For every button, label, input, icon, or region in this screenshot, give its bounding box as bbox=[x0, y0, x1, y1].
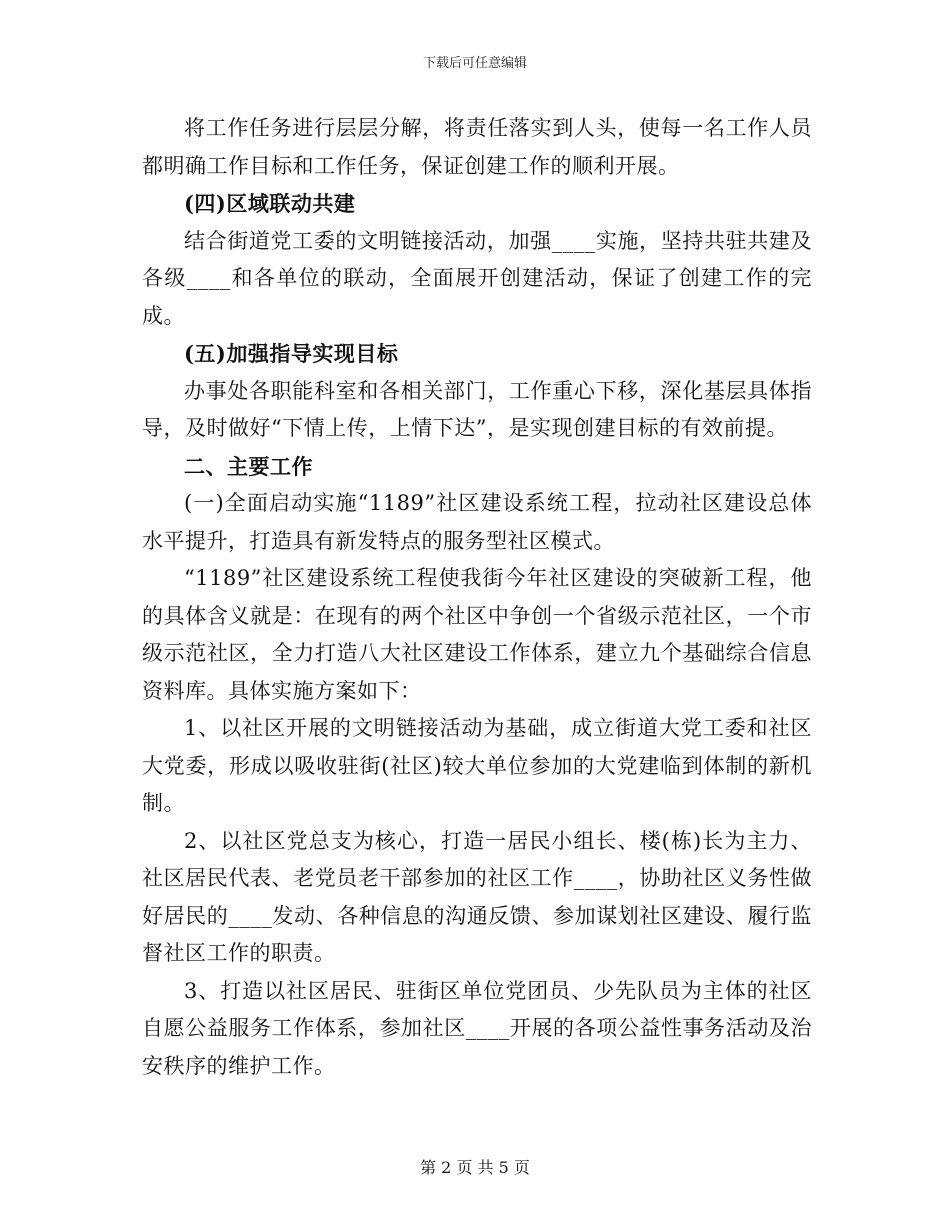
body-paragraph: “1189”社区建设系统工程使我街今年社区建设的突破新工程，他的具体含义就是：在现有的两个社区中争创一个省级示范社区，一个市级示范社区，全力打造八大社区建设工作体系，建立九个基础综合信息资料库。具体实施方案如下： bbox=[142, 566, 812, 703]
section-heading: 二、主要工作 bbox=[184, 453, 313, 479]
body-paragraph: 将工作任务进行层层分解，将责任落实到人头，使每一名工作人员都明确工作目标和工作任务，保证创建工作的顺利开展。 bbox=[142, 116, 812, 178]
document-body bbox=[142, 110, 812, 1085]
page-header: 下载后可任意编辑 bbox=[422, 56, 527, 71]
body-paragraph: 2、以社区党总支为核心，打造一居民小组长、楼(栋)长为主力、社区居民代表、老党员老干部参加的社区工作____，协助社区义务性做好居民的____发动、各种信息的沟通反馈、参加谋划社区建设、履行监督社区工作的职责。 bbox=[142, 828, 812, 965]
page-footer: 第 2 页 共 5 页 bbox=[420, 1158, 530, 1177]
section-heading: (五)加强指导实现目标 bbox=[184, 341, 399, 366]
body-paragraph: 1、以社区开展的文明链接活动为基础，成立街道大党工委和社区大党委，形成以吸收驻街(社区)较大单位参加的大党建临到体制的新机制。 bbox=[142, 716, 812, 815]
body-paragraph: (一)全面启动实施“1189”社区建设系统工程，拉动社区建设总体水平提升，打造具有新发特点的服务型社区模式。 bbox=[142, 491, 812, 553]
body-paragraph: 办事处各职能科室和各相关部门，工作重心下移，深化基层具体指导，及时做好“下情上传，上情下达”，是实现创建目标的有效前提。 bbox=[142, 378, 812, 440]
body-paragraph: 结合街道党工委的文明链接活动，加强____实施，坚持共驻共建及各级____和各单位的联动，全面展开创建活动，保证了创建工作的完成。 bbox=[142, 228, 812, 328]
body-paragraph: 3、打造以社区居民、驻街区单位党团员、少先队员为主体的社区自愿公益服务工作体系，参加社区____开展的各项公益性事务活动及治安秩序的维护工作。 bbox=[142, 978, 812, 1078]
section-heading: (四)区域联动共建 bbox=[184, 191, 356, 216]
